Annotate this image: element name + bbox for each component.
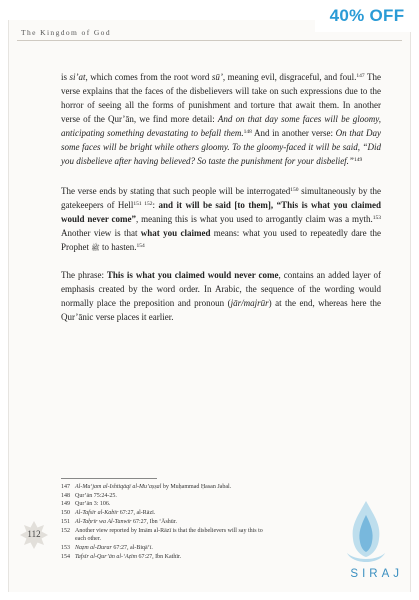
footnote [61, 518, 361, 527]
verse-quote-bold: This is what you claimed would never come [106, 270, 279, 280]
footnote-title: Tafsīr al-Qur’ān al-‘Aẓīm [75, 553, 138, 560]
footnote-ref[interactable]: 153 [372, 215, 381, 221]
paragraph-1 [61, 70, 381, 168]
text-run: The phrase: [61, 270, 107, 280]
footnote-number: 151 [61, 518, 70, 525]
footnote-number: 148 [61, 492, 70, 499]
salutation-glyph: ﷺ [91, 244, 100, 252]
text-run: to hasten. [99, 242, 137, 252]
footnote-number: 150 [61, 510, 70, 517]
text-run: The verse ends by stating that such people will be interrogated [61, 186, 291, 196]
footnote-ref[interactable]: 154 [136, 243, 145, 249]
footnote-ref[interactable]: 150 [290, 187, 299, 193]
footnote-text: 67:27, Ibn ‘Āshūr. [131, 518, 177, 525]
text-run: The verse explains that the faces of the disbelievers will take on such expressions due to the horror of seeing all the forms of punishment and torture that await them. In another verse of the Qur’ān, we find more detail: [61, 72, 381, 124]
footnote-text: 67:27, Ibn Kathīr. [137, 553, 182, 560]
arabic-term: sū’ [211, 72, 223, 82]
paragraph-2 [61, 184, 381, 255]
page-number: 112 [27, 529, 41, 539]
footnote-number: 153 [61, 544, 70, 551]
footnotes [61, 483, 361, 561]
verse-quote: And on that day some faces will be gloomy, anticipating something devastating to befall them. [61, 114, 382, 138]
running-head: The Kingdom of God [21, 28, 111, 37]
footnote-number: 154 [61, 553, 70, 560]
text-run: simultaneously by the gatekeepers of Hell [61, 186, 381, 210]
footnote-text: 67:27, al-Biqā‘ī. [111, 544, 153, 551]
footnote [61, 500, 361, 509]
arabic-term: jār/majrūr [230, 298, 269, 308]
footnote-title: Al-Taḥrīr wa Al-Tanwīr [75, 518, 132, 525]
footnote-text: by Muḥammad Ḥasan Jabal. [161, 484, 232, 490]
footnote-text: Another view reported by Imām al-Rāzī is that the disbelievers will say this to [75, 527, 263, 534]
footnote-title: Al-Tafsīr al-Kabīr [75, 510, 119, 517]
footnote [61, 509, 361, 518]
text-run: , which comes from the root word [85, 72, 212, 82]
text-run: , meaning evil, disgraceful, and foul. [222, 72, 357, 82]
verse-quote-bold: and it will be said [to them], “This is what you claimed would never come” [61, 200, 381, 224]
footnote-ref[interactable]: 148 [243, 129, 252, 135]
footnote-title: Al-Mu‘jam al-Ishtiqāqī al-Mu’aṣṣal [75, 484, 162, 490]
flame-logo-icon [327, 495, 405, 575]
footnote [61, 492, 361, 501]
text-run: is [61, 72, 70, 82]
footnote-number: 149 [61, 501, 70, 508]
footnote-title: Naẓm al-Durar [75, 544, 112, 551]
text-run: , contains an added layer of emphasis created by the word order. In Arabic, the sequence of the wording would normally place the preposition and pronoun ( [61, 270, 381, 308]
footnote-number: 147 [61, 484, 70, 490]
text-run: ) at the end, whereas here the Qur’ānic verse places it earlier. [61, 298, 381, 322]
footnote [61, 483, 361, 492]
text-run: And in another verse: [251, 128, 336, 138]
paragraph-3 [61, 268, 381, 324]
footnote-ref[interactable]: 147 [356, 73, 365, 79]
text-run: : [152, 200, 159, 210]
text-run: Another view is that [61, 228, 141, 238]
text-run: , meaning this is what you used to arrogantly claim was a myth. [136, 214, 373, 224]
footnote-text: Qur’ān 75:24-25. [75, 492, 117, 499]
footnote-ref[interactable]: 151 [133, 201, 142, 207]
body-text [61, 70, 381, 337]
logo-text: SIRAJ [350, 568, 403, 580]
discount-badge[interactable] [315, 0, 419, 32]
discount-label: 40% OFF [329, 6, 405, 25]
page-number-badge [19, 520, 49, 550]
footnote-rule [61, 478, 157, 479]
footnote-text: each other. [75, 536, 101, 543]
footnote [61, 553, 361, 562]
verse-quote-bold: what you claimed [140, 228, 211, 238]
footnote-number: 152 [61, 527, 70, 534]
footnote-ref[interactable]: 149 [353, 157, 363, 163]
text-run: means: what you used to repeatedly dare the Prophet [61, 228, 381, 252]
footnote-text: 67:27, al-Rāzī. [118, 510, 156, 517]
footnote-ref[interactable]: 152 [144, 201, 153, 207]
footnote-number [61, 535, 75, 544]
footnote-text: Qur’ān 3: 106. [75, 501, 111, 508]
verse-quote: On that Day some faces will be bright while others gloomy. To the gloomy-faced it will be said, “Did you disbelieve after having believed? So taste the punishment for your disbelief.” [61, 128, 381, 166]
arabic-term: si’at [69, 72, 86, 82]
footnote [61, 544, 361, 553]
header-rule [17, 40, 402, 41]
footnote [61, 527, 361, 536]
footnote-continuation [61, 535, 361, 544]
